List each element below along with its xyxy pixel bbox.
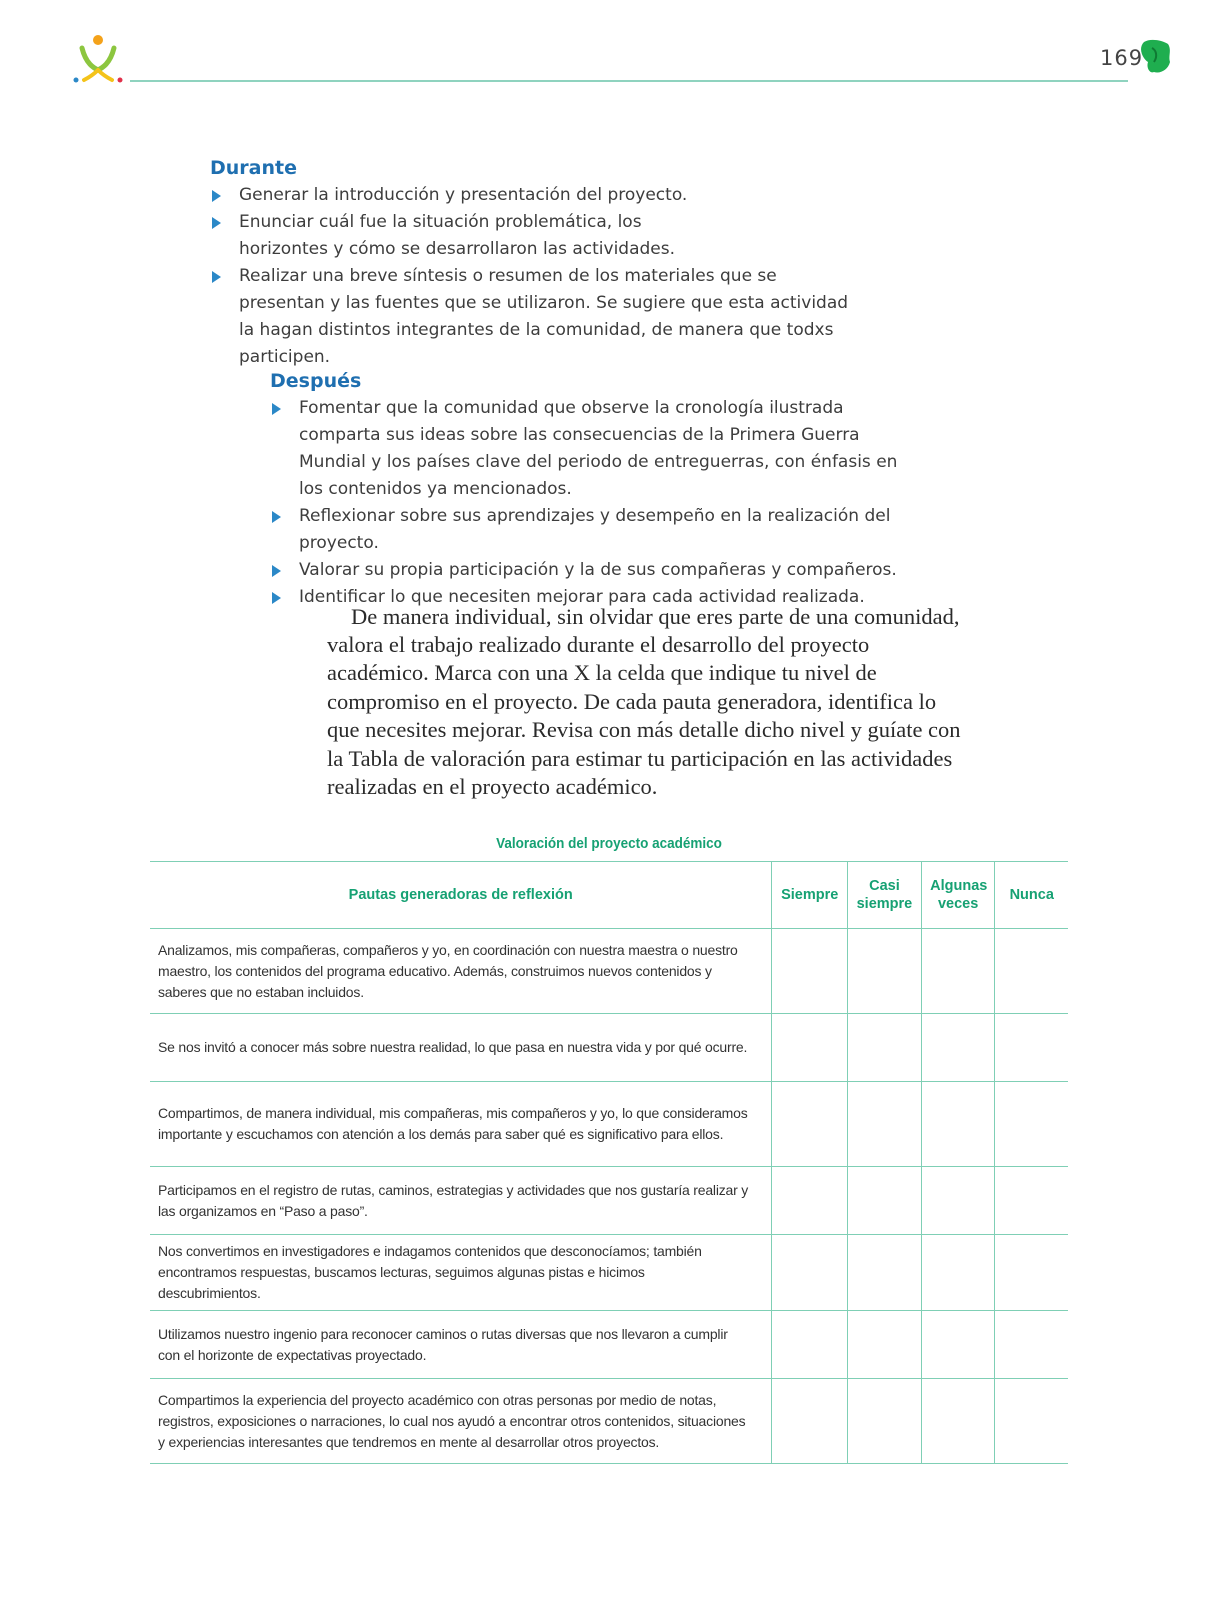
cell-algunas-veces[interactable] bbox=[921, 1235, 995, 1311]
bullet-arrow-icon bbox=[212, 271, 221, 283]
community-logo-icon bbox=[72, 34, 128, 86]
cell-casi-siempre[interactable] bbox=[848, 1235, 922, 1311]
cell-nunca[interactable] bbox=[995, 1379, 1068, 1464]
cell-nunca[interactable] bbox=[995, 1014, 1068, 1082]
header-algunas-veces: Algunas veces bbox=[921, 862, 995, 929]
list-item: Fomentar que la comunidad que observe la cronología ilustrada comparta sus ideas sobre las consecuencias de la Primera Guerra Mundial y los países clave del periodo de entreguerras, con énfasis en los contenidos ya mencionados. bbox=[270, 395, 920, 503]
row-statement: Nos convertimos en investigadores e indagamos contenidos que desconocíamos; también encontramos respuestas, buscamos lecturas, seguimos algunas pistas e hicimos descubrimientos. bbox=[150, 1235, 772, 1311]
cell-casi-siempre[interactable] bbox=[848, 1311, 922, 1379]
cell-algunas-veces[interactable] bbox=[921, 929, 995, 1014]
table-row bbox=[150, 1082, 1068, 1167]
cell-siempre[interactable] bbox=[772, 1379, 848, 1464]
evaluation-table bbox=[150, 861, 1068, 1464]
table-row bbox=[150, 1235, 1068, 1311]
cell-nunca[interactable] bbox=[995, 1167, 1068, 1235]
table-header-row bbox=[150, 862, 1068, 929]
bullet-arrow-icon bbox=[272, 592, 281, 604]
bullet-arrow-icon bbox=[212, 217, 221, 229]
table-row bbox=[150, 1379, 1068, 1464]
despues-list bbox=[270, 395, 920, 611]
cell-algunas-veces[interactable] bbox=[921, 1014, 995, 1082]
cell-nunca[interactable] bbox=[995, 1235, 1068, 1311]
cell-algunas-veces[interactable] bbox=[921, 1379, 995, 1464]
bullet-arrow-icon bbox=[212, 190, 221, 202]
cell-casi-siempre[interactable] bbox=[848, 1379, 922, 1464]
durante-list bbox=[210, 182, 850, 371]
despues-title: Después bbox=[270, 370, 362, 392]
cell-algunas-veces[interactable] bbox=[921, 1082, 995, 1167]
list-item: Realizar una breve síntesis o resumen de los materiales que se presentan y las fuentes que se utilizaron. Se sugiere que esta actividad la hagan distintos integrantes de la comunidad, de manera que todxs participen. bbox=[210, 263, 859, 371]
table-row bbox=[150, 1311, 1068, 1379]
list-item: Identificar lo que necesiten mejorar para cada actividad realizada. bbox=[270, 584, 920, 611]
cell-siempre[interactable] bbox=[772, 1014, 848, 1082]
bullet-arrow-icon bbox=[272, 565, 281, 577]
list-item: Reflexionar sobre sus aprendizajes y desempeño en la realización del proyecto. bbox=[270, 503, 920, 557]
cell-algunas-veces[interactable] bbox=[921, 1311, 995, 1379]
list-item: Generar la introducción y presentación del proyecto. bbox=[210, 182, 850, 209]
table-row bbox=[150, 1014, 1068, 1082]
cell-casi-siempre[interactable] bbox=[848, 1082, 922, 1167]
cell-casi-siempre[interactable] bbox=[848, 1014, 922, 1082]
row-statement: Compartimos la experiencia del proyecto académico con otras personas por medio de notas, registros, exposiciones o narraciones, lo cual nos ayudó a encontrar otros contenidos, situaciones y experiencias interesantes que tendremos en mente al desarrollar otros proyectos. bbox=[150, 1379, 772, 1464]
header-pautas: Pautas generadoras de reflexión bbox=[150, 862, 772, 929]
instruction-paragraph: De manera individual, sin olvidar que eres parte de una comunidad, valora el trabajo realizado durante el desarrollo del proyecto académico. Marca con una X la celda que indique tu nivel de compromiso en el proyecto. De cada pauta generadora, identifica lo que necesites mejorar. Revisa con más detalle dicho nivel y guíate con la Tabla de valoración para estimar tu participación en las actividades realizadas en el proyecto académico. bbox=[327, 603, 961, 799]
header-nunca: Nunca bbox=[995, 862, 1068, 929]
cell-casi-siempre[interactable] bbox=[848, 929, 922, 1014]
cell-casi-siempre[interactable] bbox=[848, 1167, 922, 1235]
table-row bbox=[150, 1167, 1068, 1235]
row-statement: Participamos en el registro de rutas, caminos, estrategias y actividades que nos gustaría realizar y las organizamos en “Paso a paso”. bbox=[150, 1167, 772, 1235]
cell-siempre[interactable] bbox=[772, 1235, 848, 1311]
cell-nunca[interactable] bbox=[995, 1311, 1068, 1379]
header-rule bbox=[130, 80, 1128, 82]
header-siempre: Siempre bbox=[772, 862, 848, 929]
row-statement: Compartimos, de manera individual, mis compañeras, mis compañeros y yo, lo que consideramos importante y escuchamos con atención a los demás para saber qué es significativo para ellos. bbox=[150, 1082, 772, 1167]
table-title: Valoración del proyecto académico bbox=[496, 835, 722, 852]
row-statement: Se nos invitó a conocer más sobre nuestra realidad, lo que pasa en nuestra vida y por qué ocurre. bbox=[150, 1014, 772, 1082]
cell-nunca[interactable] bbox=[995, 1082, 1068, 1167]
cell-siempre[interactable] bbox=[772, 1311, 848, 1379]
list-item: Valorar su propia participación y la de sus compañeras y compañeros. bbox=[270, 557, 920, 584]
durante-title: Durante bbox=[210, 157, 297, 179]
green-blob-icon bbox=[1138, 38, 1172, 76]
cell-nunca[interactable] bbox=[995, 929, 1068, 1014]
header-casi-siempre: Casi siempre bbox=[848, 862, 922, 929]
cell-algunas-veces[interactable] bbox=[921, 1167, 995, 1235]
bullet-arrow-icon bbox=[272, 511, 281, 523]
table-row bbox=[150, 929, 1068, 1014]
cell-siempre[interactable] bbox=[772, 1082, 848, 1167]
bullet-arrow-icon bbox=[272, 403, 281, 415]
row-statement: Analizamos, mis compañeras, compañeros y yo, en coordinación con nuestra maestra o nuestro maestro, los contenidos del programa educativo. Además, construimos nuevos contenidos y saberes que no estaban incluidos. bbox=[150, 929, 772, 1014]
row-statement: Utilizamos nuestro ingenio para reconocer caminos o rutas diversas que nos llevaron a cumplir con el horizonte de expectativas proyectado. bbox=[150, 1311, 772, 1379]
list-item: Enunciar cuál fue la situación problemática, los horizontes y cómo se desarrollaron las actividades. bbox=[210, 209, 704, 263]
cell-siempre[interactable] bbox=[772, 929, 848, 1014]
cell-siempre[interactable] bbox=[772, 1167, 848, 1235]
page-number: 169 bbox=[1100, 46, 1144, 70]
